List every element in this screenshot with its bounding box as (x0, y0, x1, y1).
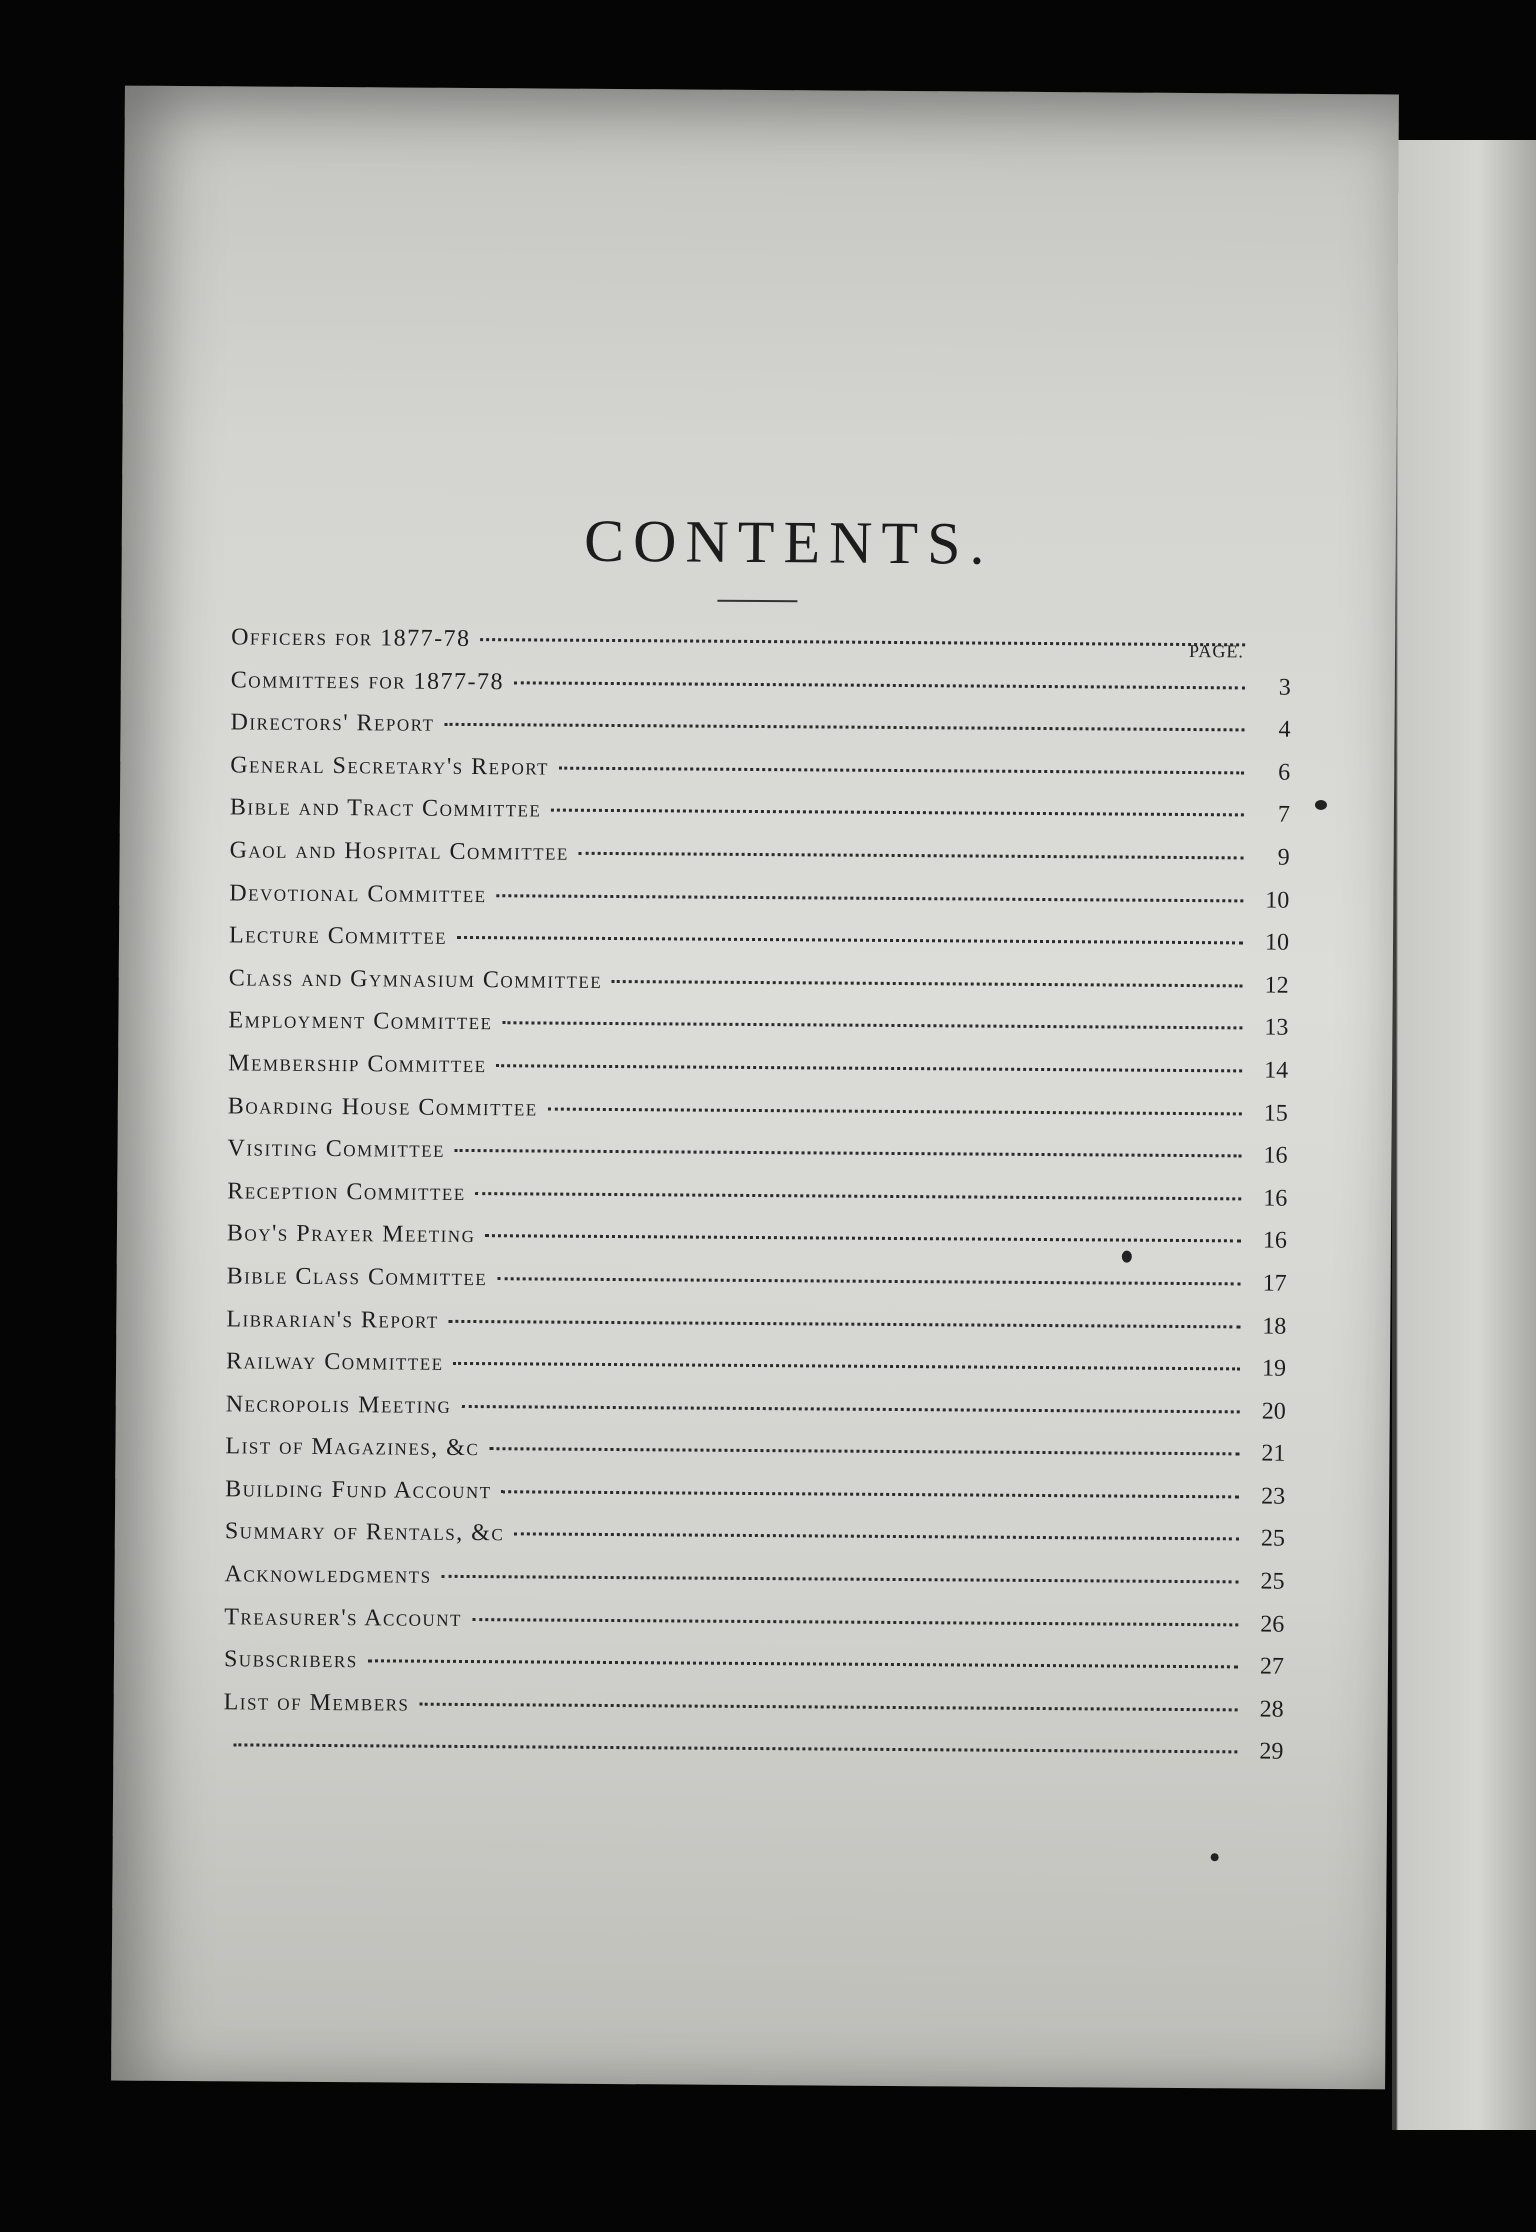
dot-leader (455, 1149, 1242, 1157)
toc-entry (229, 880, 1289, 930)
ink-speck (1315, 800, 1327, 810)
toc-entry-label: Lecture Committee (228, 922, 448, 951)
toc-entry-page: 25 (1260, 1568, 1285, 1595)
dot-leader (444, 723, 1244, 732)
toc-entry (229, 837, 1289, 887)
table-of-contents (223, 624, 1291, 1781)
dot-leader (514, 1533, 1239, 1541)
toc-entry-label: Employment Committee (228, 1007, 493, 1036)
page-column-header: PAGE. (1188, 641, 1244, 662)
toc-entry-page: 16 (1263, 1142, 1288, 1169)
dot-leader (548, 1107, 1242, 1115)
toc-entry-label: Necropolis Meeting (225, 1391, 452, 1419)
toc-entry-page: 12 (1264, 972, 1289, 999)
toc-entry (226, 1306, 1286, 1356)
toc-entry-page: 23 (1261, 1483, 1286, 1510)
dot-leader (368, 1660, 1238, 1669)
ink-speck (1211, 1853, 1219, 1861)
dot-leader (489, 1447, 1239, 1455)
toc-entry-label: Bible Class Committee (226, 1263, 488, 1292)
dot-leader (449, 1319, 1241, 1328)
toc-entry-page: 7 (1277, 802, 1291, 829)
toc-entry-label: Subscribers (223, 1646, 358, 1674)
toc-entry-label: Devotional Committee (229, 879, 487, 908)
toc-entry (224, 1561, 1284, 1611)
toc-entry-page: 10 (1264, 929, 1290, 956)
toc-entry-page: 15 (1263, 1100, 1288, 1127)
toc-entry (230, 710, 1290, 760)
toc-entry-page: 6 (1278, 759, 1291, 786)
dot-leader (472, 1618, 1238, 1626)
toc-entry-label: General Secretary's Report (230, 752, 550, 781)
toc-entry (226, 1348, 1286, 1398)
toc-entry (224, 1604, 1284, 1654)
toc-entry-page: 16 (1263, 1185, 1288, 1212)
toc-entry-page: 27 (1259, 1653, 1285, 1680)
dot-leader (461, 1405, 1239, 1413)
toc-entry-label: Boarding House Committee (227, 1092, 538, 1122)
toc-entry-label: List of Members (223, 1689, 410, 1717)
toc-entry-label: Directors' Report (230, 709, 435, 737)
toc-entry-page: 18 (1262, 1313, 1287, 1340)
toc-entry-label: Visiting Committee (227, 1135, 446, 1163)
toc-entry (223, 1689, 1283, 1739)
toc-entry (226, 1263, 1286, 1313)
toc-entry (230, 752, 1290, 802)
toc-entry-page: 10 (1265, 887, 1290, 914)
toc-entry-page: 9 (1277, 844, 1290, 871)
dot-leader (481, 638, 1246, 646)
toc-entry (225, 1434, 1285, 1484)
toc-entry (227, 1178, 1287, 1228)
toc-entry-label: List of Magazines, &c (225, 1433, 480, 1462)
toc-entry-label: Bible and Tract Committee (229, 794, 542, 823)
toc-entry-page: 17 (1262, 1270, 1287, 1297)
ink-speck (1122, 1251, 1132, 1263)
toc-entry-page: 3 (1278, 674, 1291, 701)
toc-entry (225, 1519, 1285, 1569)
dot-leader (485, 1234, 1241, 1242)
toc-entry-page: 13 (1264, 1014, 1289, 1042)
dot-leader (514, 681, 1245, 689)
toc-entry-label: Librarian's Report (226, 1305, 439, 1334)
dot-leader (551, 809, 1244, 817)
title-rule (717, 600, 797, 603)
dot-leader (419, 1703, 1237, 1712)
dot-leader (442, 1575, 1239, 1584)
toc-entry-label: Gaol and Hospital Committee (229, 837, 569, 866)
toc-entry-label: Membership Committee (228, 1050, 487, 1079)
toc-entry-label: Reception Committee (227, 1178, 466, 1206)
toc-entry-page: 28 (1259, 1696, 1284, 1723)
toc-entry-page: 14 (1264, 1057, 1289, 1084)
toc-entry-page: 19 (1261, 1355, 1287, 1382)
toc-entry (224, 1647, 1284, 1697)
dot-leader (502, 1490, 1240, 1498)
dot-leader (476, 1192, 1242, 1200)
toc-entry-label: Railway Committee (225, 1348, 444, 1376)
toc-entry (229, 965, 1289, 1015)
toc-entry-label: Summary of Rentals, &c (224, 1518, 505, 1547)
toc-entry (231, 624, 1291, 674)
toc-entry (223, 1732, 1283, 1782)
toc-entry-page: 29 (1259, 1738, 1284, 1766)
toc-entry (230, 795, 1290, 845)
toc-entry (226, 1391, 1286, 1441)
toc-entry (225, 1476, 1285, 1526)
dot-leader (497, 1277, 1240, 1285)
toc-entry (227, 1135, 1287, 1185)
facing-page (1392, 140, 1536, 2130)
toc-entry (231, 667, 1291, 717)
dot-leader (497, 894, 1244, 902)
toc-entry-page: 4 (1278, 716, 1291, 743)
toc-entry (228, 1093, 1288, 1143)
toc-entry-label: Treasurer's Account (224, 1603, 463, 1632)
toc-entry-page: 26 (1260, 1611, 1285, 1638)
toc-entry-label: Officers for 1877-78 (231, 624, 471, 653)
toc-entry-page: 25 (1260, 1526, 1285, 1553)
toc-entry (227, 1221, 1287, 1271)
dot-leader (612, 980, 1243, 987)
document-page (111, 86, 1399, 2090)
toc-entry (228, 1008, 1288, 1058)
toc-entry (229, 922, 1289, 972)
dot-leader (579, 852, 1244, 860)
dot-leader (457, 936, 1243, 944)
dot-leader (497, 1064, 1243, 1072)
dot-leader (559, 766, 1244, 774)
toc-entry-label: Committees for 1877-78 (230, 666, 505, 695)
toc-entry-page: 20 (1261, 1398, 1286, 1425)
toc-entry (228, 1050, 1288, 1100)
toc-entry-page: 16 (1262, 1227, 1288, 1255)
toc-entry-label: Class and Gymnasium Committee (228, 965, 603, 994)
page-title: CONTENTS. (583, 507, 994, 577)
dot-leader (453, 1362, 1240, 1370)
dot-leader (502, 1022, 1242, 1030)
toc-entry-label: Acknowledgments (224, 1561, 432, 1589)
toc-entry-label: Boy's Prayer Meeting (226, 1220, 476, 1249)
toc-entry-page: 21 (1261, 1440, 1286, 1467)
dot-leader (233, 1744, 1237, 1754)
toc-entry-label: Building Fund Account (225, 1476, 492, 1505)
